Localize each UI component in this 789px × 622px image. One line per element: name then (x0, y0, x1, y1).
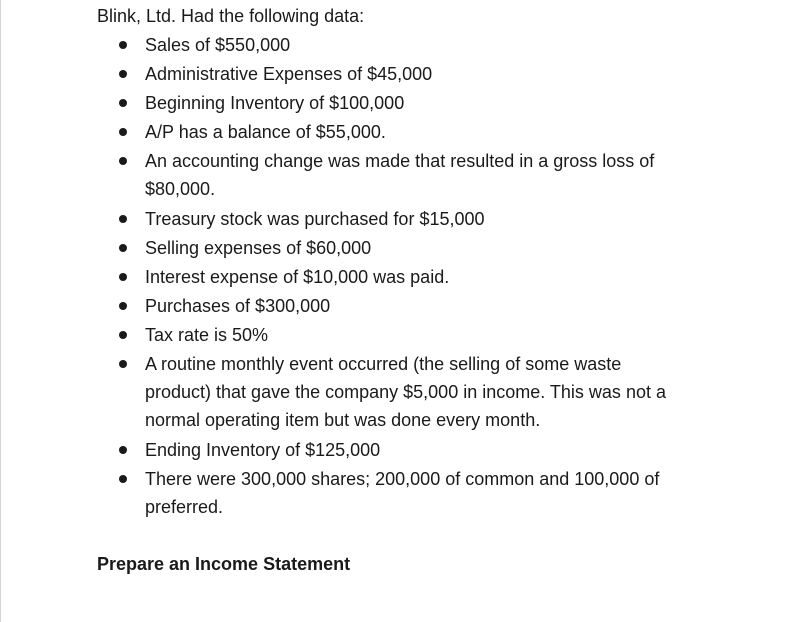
bullet-icon (119, 360, 127, 368)
bullet-line: normal operating item but was done every month. (145, 410, 541, 430)
bullet-item (145, 118, 745, 146)
bullet-icon (119, 302, 127, 310)
bullet-line: A routine monthly event occurred (the selling of some waste (145, 354, 622, 374)
bullet-item (145, 350, 745, 434)
bullet-line: Purchases of $300,000 (145, 296, 331, 316)
bullet-line: $80,000. (145, 179, 216, 199)
bullet-icon (119, 70, 127, 78)
bullet-icon (119, 244, 127, 252)
task-heading: Prepare an Income Statement (97, 554, 351, 574)
bullet-item (145, 465, 745, 521)
bullet-icon (119, 157, 127, 165)
bullet-icon (119, 475, 127, 483)
bullet-icon (119, 446, 127, 454)
bullet-line: Interest expense of $10,000 was paid. (145, 267, 450, 287)
bullet-line: Sales of $550,000 (145, 35, 291, 55)
bullet-icon (119, 128, 127, 136)
bullet-line: Administrative Expenses of $45,000 (145, 64, 433, 84)
bullet-line: Ending Inventory of $125,000 (145, 440, 381, 460)
bullet-item (145, 234, 745, 262)
bullet-line: Treasury stock was purchased for $15,000 (145, 209, 485, 229)
bullet-icon (119, 41, 127, 49)
bullet-item (145, 321, 745, 349)
intro-text: Blink, Ltd. Had the following data: (97, 6, 365, 26)
bullet-icon (119, 273, 127, 281)
bullet-icon (119, 215, 127, 223)
bullet-item (145, 436, 745, 464)
bullet-item (145, 31, 745, 59)
bullet-line: product) that gave the company $5,000 in income. This was not a (145, 382, 666, 402)
bullet-icon (119, 331, 127, 339)
bullet-line: There were 300,000 shares; 200,000 of common and 100,000 of (145, 469, 660, 489)
bullet-item (145, 205, 745, 233)
bullet-item (145, 292, 745, 320)
bullet-line: A/P has a balance of $55,000. (145, 122, 386, 142)
bullet-item (145, 147, 745, 203)
bullet-item (145, 89, 745, 117)
bullet-icon (119, 99, 127, 107)
bullet-line: An accounting change was made that resulted in a gross loss of (145, 151, 655, 171)
bullet-item (145, 263, 745, 291)
bullet-line: Selling expenses of $60,000 (145, 238, 372, 258)
bullet-line: Beginning Inventory of $100,000 (145, 93, 405, 113)
bullet-item (145, 60, 745, 88)
bullet-line: preferred. (145, 497, 224, 517)
bullet-line: Tax rate is 50% (145, 325, 269, 345)
